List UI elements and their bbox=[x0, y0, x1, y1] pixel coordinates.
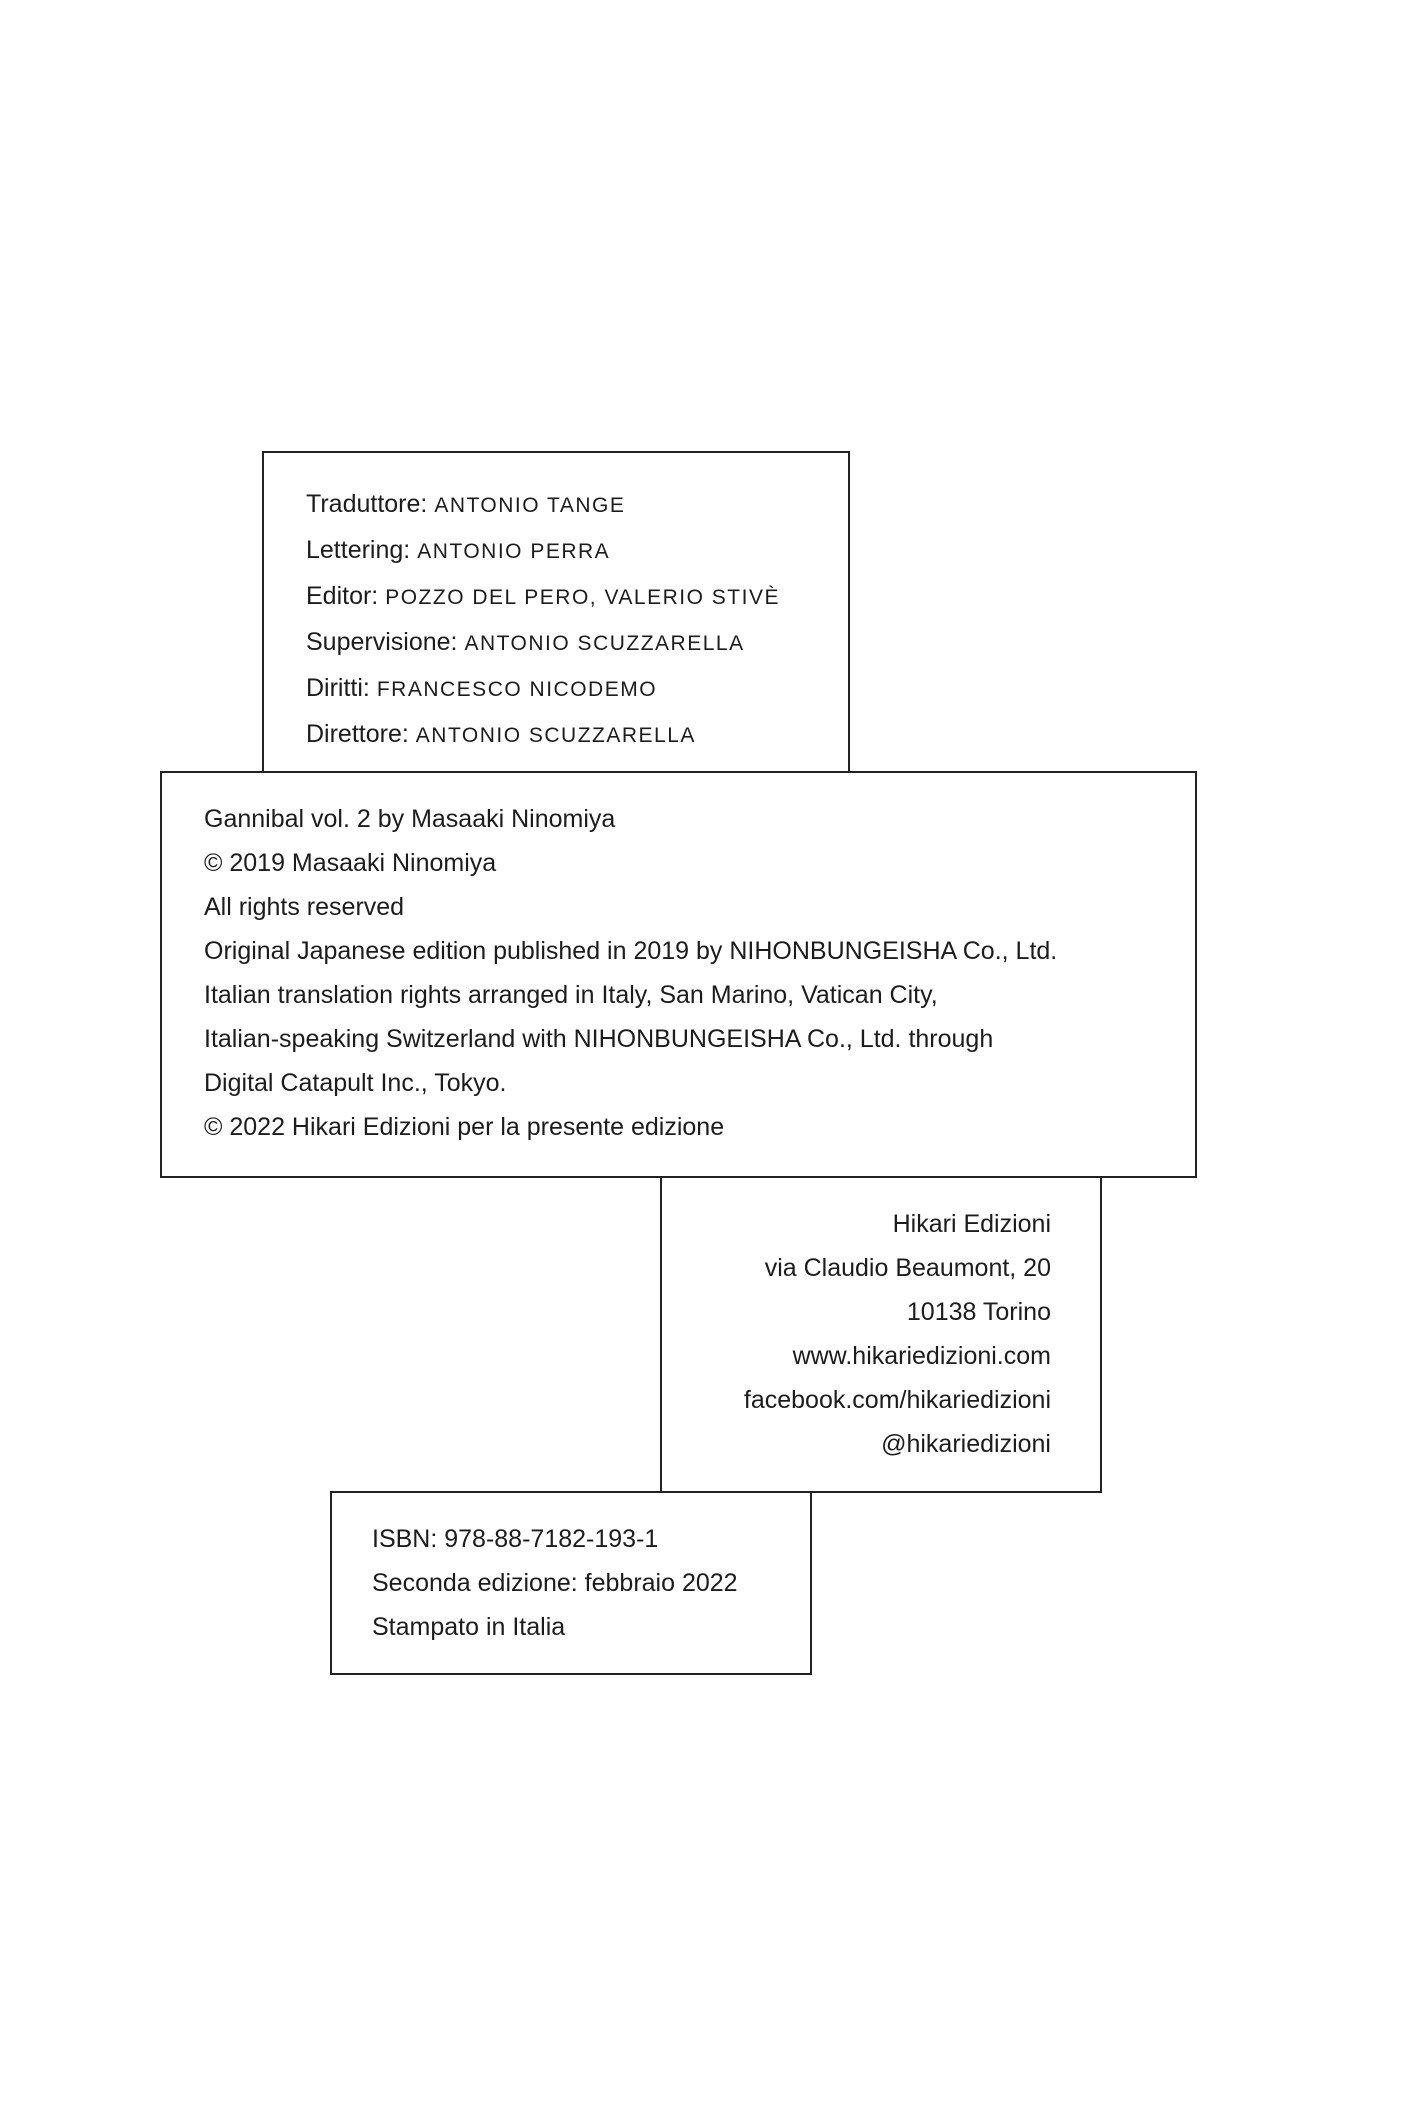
credit-rights bbox=[306, 666, 780, 712]
rights-line: Digital Catapult Inc., Tokyo. bbox=[204, 1069, 507, 1097]
publisher-website: www.hikariedizioni.com bbox=[792, 1342, 1051, 1370]
credit-value: POZZO DEL PERO, VALERIO STIVÈ bbox=[385, 586, 780, 609]
credit-label: Editor: bbox=[306, 582, 379, 610]
credit-label: Lettering: bbox=[306, 536, 411, 564]
rights-line: Gannibal vol. 2 by Masaaki Ninomiya bbox=[204, 805, 616, 833]
rights-line: © 2022 Hikari Edizioni per la presente edizione bbox=[204, 1113, 725, 1141]
credit-label: Supervisione: bbox=[306, 628, 458, 656]
publisher-name: Hikari Edizioni bbox=[892, 1210, 1051, 1238]
isbn: ISBN: 978-88-7182-193-1 bbox=[372, 1525, 659, 1553]
credit-translator bbox=[306, 482, 780, 528]
credit-supervision bbox=[306, 620, 780, 666]
publisher-street: via Claudio Beaumont, 20 bbox=[764, 1254, 1051, 1282]
rights-line: Original Japanese edition published in 2019 by NIHONBUNGEISHA Co., Ltd. bbox=[204, 937, 1058, 965]
credit-value: ANTONIO TANGE bbox=[434, 494, 626, 517]
credit-label: Traduttore: bbox=[306, 490, 428, 518]
publisher-city: 10138 Torino bbox=[906, 1298, 1051, 1326]
credit-value: ANTONIO PERRA bbox=[417, 540, 611, 563]
rights-line: Italian-speaking Switzerland with NIHONBUNGEISHA Co., Ltd. through bbox=[204, 1025, 994, 1053]
credit-label: Diritti: bbox=[306, 674, 370, 702]
publisher-address bbox=[744, 1202, 1051, 1466]
credit-editor bbox=[306, 574, 780, 620]
credit-label: Direttore: bbox=[306, 720, 409, 748]
credit-value: FRANCESCO NICODEMO bbox=[376, 678, 658, 701]
credit-value: ANTONIO SCUZZARELLA bbox=[415, 724, 696, 747]
rights-line: Italian translation rights arranged in Italy, San Marino, Vatican City, bbox=[204, 981, 938, 1009]
edition-info bbox=[372, 1517, 738, 1649]
publisher-handle: @hikariedizioni bbox=[881, 1430, 1051, 1458]
printed-in: Stampato in Italia bbox=[372, 1613, 566, 1641]
credits-list bbox=[306, 482, 780, 758]
credit-value: ANTONIO SCUZZARELLA bbox=[464, 632, 745, 655]
rights-text bbox=[204, 797, 1057, 1149]
publisher-facebook: facebook.com/hikariedizioni bbox=[743, 1386, 1051, 1414]
rights-line: All rights reserved bbox=[204, 893, 405, 921]
credit-director bbox=[306, 712, 780, 758]
credit-lettering bbox=[306, 528, 780, 574]
edition-date: Seconda edizione: febbraio 2022 bbox=[372, 1569, 738, 1597]
rights-line: © 2019 Masaaki Ninomiya bbox=[204, 849, 497, 877]
